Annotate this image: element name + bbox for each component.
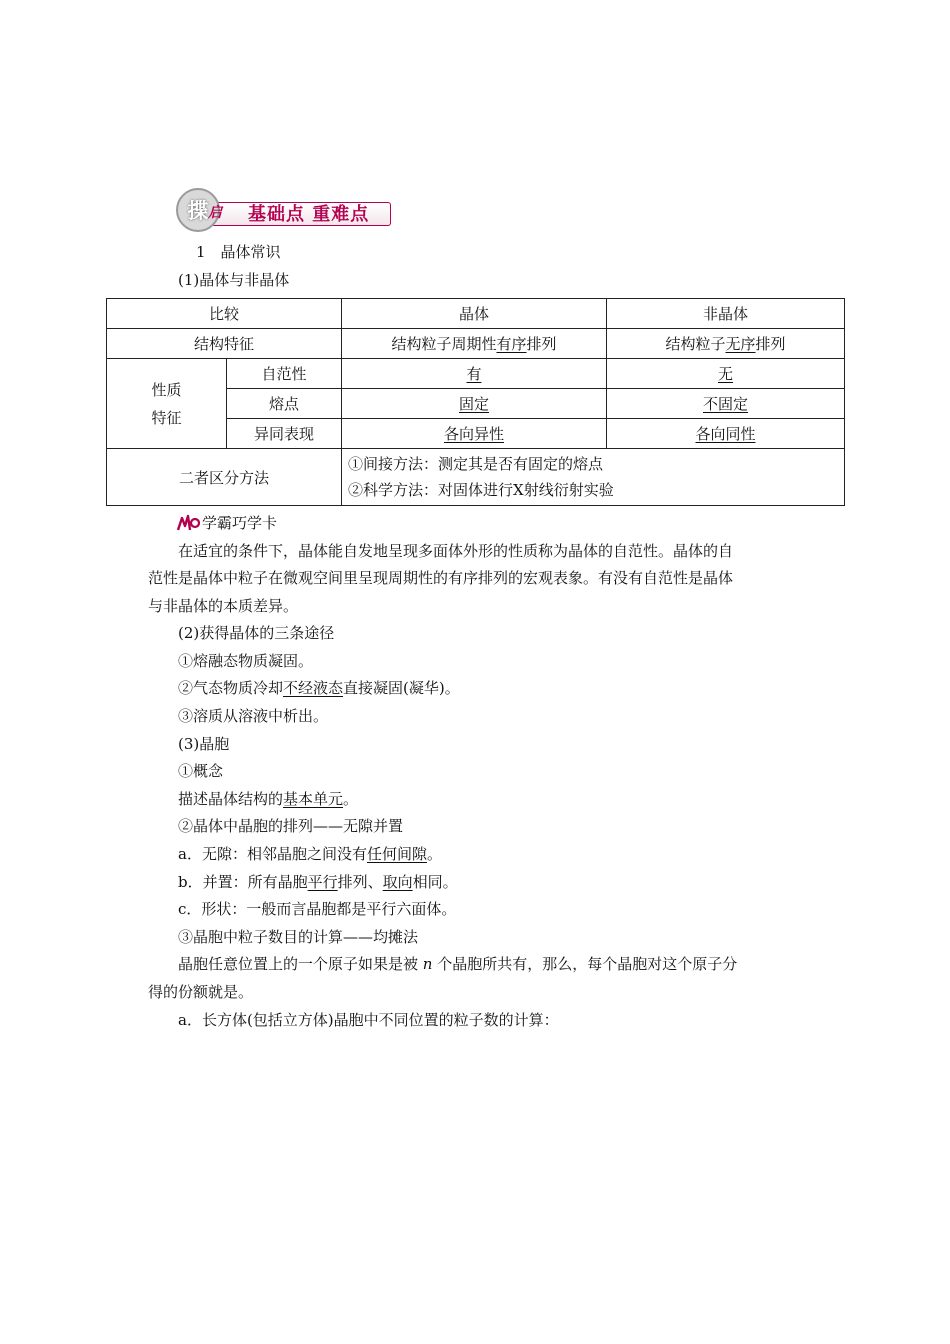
arrange-title: ②晶体中晶胞的排列——无隙并置: [178, 817, 404, 835]
concept-title: ①概念: [178, 762, 224, 780]
tip-card-title: 学霸巧学卡: [202, 514, 278, 532]
property-amorphous: [607, 359, 845, 389]
text: 晶胞任意位置上的一个原子如果是被: [178, 955, 419, 973]
property-name: 异同表现: [227, 419, 342, 449]
properties-line1: 性质: [151, 380, 182, 399]
underlined-answer: 有序: [496, 335, 527, 353]
underlined-answer: 取向: [382, 873, 413, 891]
header-amorphous: 非晶体: [607, 299, 845, 329]
heading-crystal-basics: 1 晶体常识: [196, 243, 281, 261]
underlined-answer: 任何间隙: [366, 845, 427, 863]
row-label-properties: [107, 359, 227, 449]
banner-kai-char: 启: [208, 205, 222, 221]
table-row: [107, 449, 845, 506]
underlined-answer: 各向同性: [695, 425, 756, 443]
text: 直接凝固(凝华)。: [343, 679, 460, 697]
arrange-item-b: [178, 872, 458, 892]
text: 排列: [755, 335, 786, 353]
row-label-structure: 结构特征: [107, 329, 342, 359]
method-line1: ①间接方法：测定其是否有固定的熔点: [348, 455, 604, 473]
property-amorphous: [607, 419, 845, 449]
way-item-1: ①熔融态物质凝固。: [178, 652, 314, 670]
property-amorphous: [607, 389, 845, 419]
property-crystal: [342, 389, 607, 419]
structure-crystal: [342, 329, 607, 359]
header-crystal: 晶体: [342, 299, 607, 329]
count-paragraph-line2: 得的份额就是。: [148, 983, 254, 1001]
banner-title: 基础点 重难点: [248, 204, 370, 225]
underlined-answer: 基本单元: [283, 790, 344, 808]
properties-line2: 特征: [151, 408, 182, 427]
tip-card-icon: [176, 512, 200, 534]
way-item-2: [178, 678, 460, 698]
text: a．无隙：相邻晶胞之间没有: [178, 845, 367, 863]
table-row: [107, 359, 845, 389]
text: 排列、: [337, 873, 383, 891]
underlined-answer: 固定: [459, 395, 490, 413]
method-line2: ②科学方法：对固体进行X射线衍射实验: [348, 481, 614, 499]
text: ②气态物质冷却: [178, 679, 284, 697]
way-item-3: ③溶质从溶液中析出。: [178, 707, 329, 725]
count-paragraph-line1: [178, 954, 737, 974]
underlined-answer: 各向异性: [444, 425, 505, 443]
arrange-item-a: [178, 844, 442, 864]
table-row: [107, 329, 845, 359]
comparison-table: [106, 298, 845, 506]
tip-paragraph-line1: 在适宜的条件下，晶体能自发地呈现多面体外形的性质称为晶体的自范性。晶体的自: [178, 542, 734, 560]
property-crystal: [342, 359, 607, 389]
property-name: 熔点: [227, 389, 342, 419]
count-title: ③晶胞中粒子数目的计算——均摊法: [178, 928, 419, 946]
property-crystal: [342, 419, 607, 449]
underlined-answer: 不固定: [703, 395, 749, 413]
underlined-answer: 无序: [725, 335, 756, 353]
text: 相同。: [412, 873, 458, 891]
text: 。: [426, 845, 442, 863]
arrange-item-c: c．形状：一般而言晶胞都是平行六面体。: [178, 900, 457, 918]
underlined-answer: 不经液态: [283, 679, 344, 697]
underlined-answer: 无: [718, 365, 734, 383]
heading-crystal-vs-amorphous: (1)晶体与非晶体: [178, 271, 290, 289]
text: 排列: [526, 335, 557, 353]
heading-unit-cell: (3)晶胞: [178, 735, 230, 753]
structure-amorphous: [607, 329, 845, 359]
method-content: [342, 449, 845, 506]
underlined-answer: 有: [466, 365, 482, 383]
text: 个晶胞所共有，那么，每个晶胞对这个原子分: [437, 955, 738, 973]
property-name: 自范性: [227, 359, 342, 389]
underlined-answer: 平行: [307, 873, 338, 891]
table-header-row: [107, 299, 845, 329]
text: 描述晶体结构的: [178, 790, 284, 808]
row-label-method: 二者区分方法: [107, 449, 342, 506]
variable-n: n: [422, 955, 433, 973]
banner-circle-char: 揲: [187, 199, 209, 223]
text: 结构粒子周期性: [391, 335, 497, 353]
text: b．并置：所有晶胞: [178, 873, 308, 891]
cuboid-heading: a．长方体(包括立方体)晶胞中不同位置的粒子数的计算：: [178, 1011, 559, 1029]
text: 。: [343, 790, 359, 808]
concept-text: [178, 789, 358, 809]
section-banner: [176, 188, 394, 230]
header-compare: 比较: [107, 299, 342, 329]
tip-paragraph-line3: 与非晶体的本质差异。: [148, 597, 299, 615]
heading-three-ways: (2)获得晶体的三条途径: [178, 624, 335, 642]
text: 结构粒子: [665, 335, 726, 353]
tip-paragraph-line2: 范性是晶体中粒子在微观空间里呈现周期性的有序排列的宏观表象。有没有自范性是晶体: [148, 569, 734, 587]
